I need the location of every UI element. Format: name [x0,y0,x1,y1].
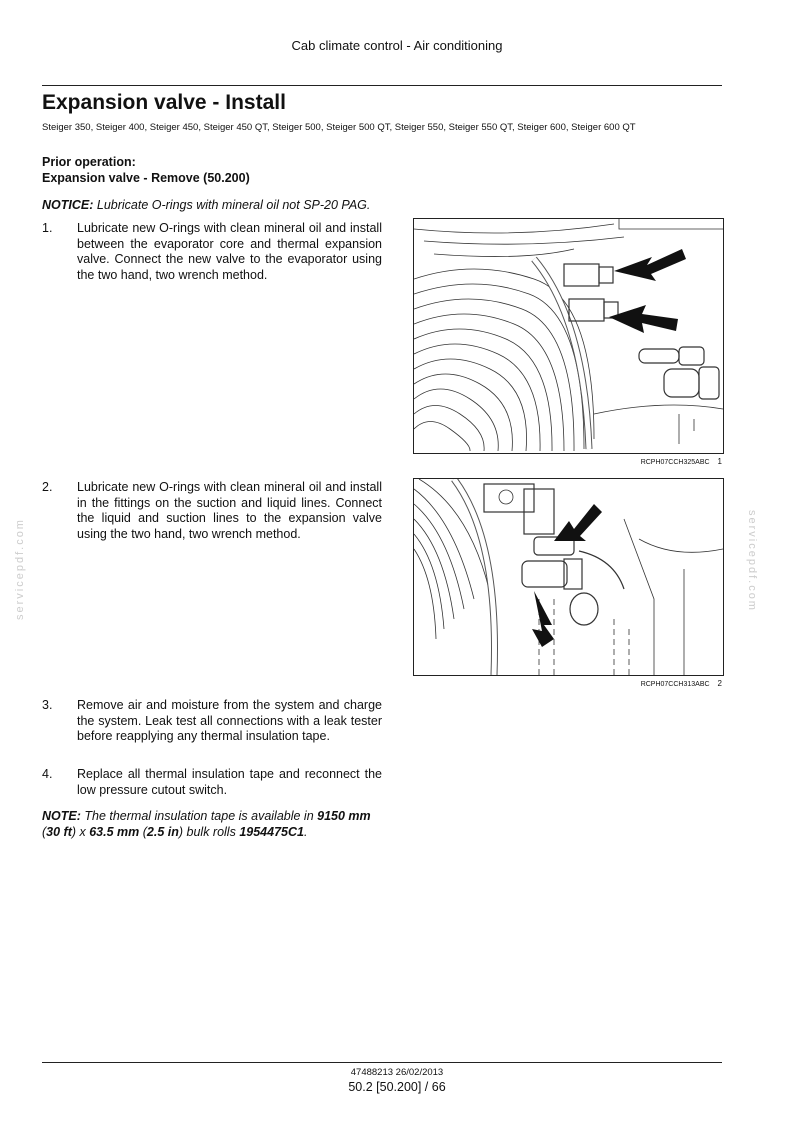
model-list: Steiger 350, Steiger 400, Steiger 450, Steiger 450 QT, Steiger 500, Steiger 500 QT, Steiger 550, Steiger 550 QT, Steiger 600, Steiger 600 QT [42,122,636,133]
figure-number: 2 [717,679,722,688]
arrow-icon [614,249,686,281]
prior-operation-link[interactable]: Expansion valve - Remove (50.200) [42,171,250,185]
note [42,808,387,840]
note-text: . [303,825,308,839]
prior-operation-label: Prior operation: [42,155,136,169]
step-text: Replace all thermal insulation tape and reconnect the low pressure cutout switch. [77,767,382,797]
arrow-icon [609,305,678,333]
watermark-left: servicepdf.com [14,518,26,620]
step-text: Lubricate new O-rings with clean mineral oil and install between the evaporator core and thermal expansion valve. Connect the new valve to the evaporator using the two hand, two wrench method. [77,221,382,282]
step-2 [42,480,382,542]
note-width-in: 2.5 in [146,825,179,839]
note-text: The thermal insulation tape is available in [80,809,318,823]
page-title: Expansion valve - Install [42,91,286,114]
document-id: 47488213 26/02/2013 [350,1067,444,1078]
step-number: 1. [42,221,53,235]
note-text: ( [139,825,147,839]
figure-2-illustration [413,478,724,676]
bottom-rule [42,1062,722,1063]
note-length-mm: 9150 mm [317,809,371,823]
step-number: 4. [42,767,53,781]
figure-1-caption [413,457,722,466]
suction-liquid-lines-drawing [414,479,723,675]
step-text: Remove air and moisture from the system and charge the system. Leak test all connections with a leak tester before reapplying any thermal insulation tape. [77,698,382,743]
figure-number: 1 [717,457,722,466]
top-rule [42,85,722,86]
note-part-number: 1954475C1 [239,825,304,839]
figure-1-illustration [413,218,724,454]
note-label: NOTE: [42,809,81,823]
note-width-mm: 63.5 mm [89,825,140,839]
watermark-right: servicepdf.com [746,510,758,612]
page-number: 50.2 [50.200] / 66 [348,1080,446,1094]
step-1 [42,221,382,283]
step-4 [42,767,382,798]
notice-text: Lubricate O-rings with mineral oil not SP-20 PAG. [93,198,371,212]
step-text: Lubricate new O-rings with clean mineral oil and install in the fittings on the suction and liquid lines. Connect the liquid and suction lines to the expansion valve using the two hand, two wrench method. [77,480,382,541]
note-text: ) x [71,825,90,839]
section-header: Cab climate control - Air conditioning [291,38,503,53]
notice-label: NOTICE: [42,198,94,212]
note-length-ft: 30 ft [46,825,72,839]
figure-2-caption [413,679,722,688]
step-3 [42,698,382,745]
evaporator-valve-drawing [414,219,723,453]
note-text: ) bulk rolls [178,825,240,839]
step-number: 3. [42,698,53,712]
figure-code: RCPH07CCH325ABC [640,459,710,466]
step-number: 2. [42,480,53,494]
figure-code: RCPH07CCH313ABC [640,681,710,688]
note-text: ( [42,825,47,839]
arrow-icon [532,591,554,647]
prior-operation [42,154,250,186]
arrow-icon [554,504,602,541]
notice [42,198,370,212]
